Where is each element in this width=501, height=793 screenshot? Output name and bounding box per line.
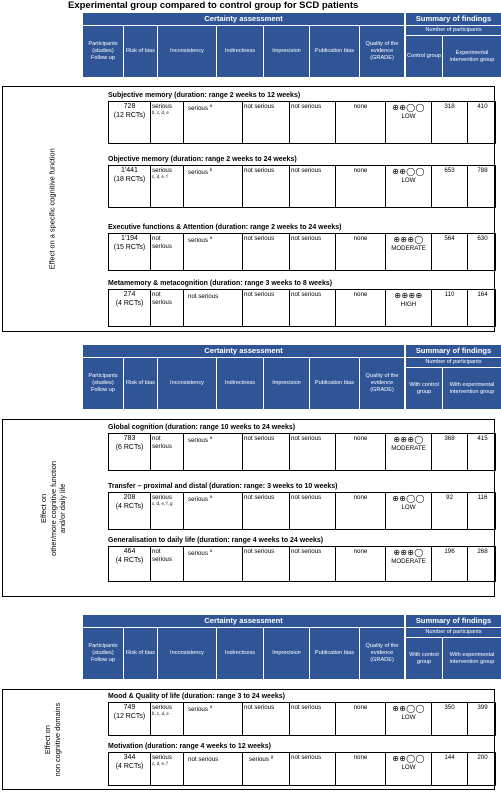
control-group-header: Control group — [406, 36, 442, 77]
indirectness-cell: not serious — [243, 234, 290, 270]
outcome-row — [108, 165, 496, 208]
grade-cell: ⊕⊕⊕◯ MODERATE — [386, 547, 432, 581]
number-of-participants-header: Number of participants — [406, 26, 501, 35]
publication-bias-cell: none — [336, 547, 386, 581]
participants-cell: 1'194 (15 RCTs) — [109, 234, 151, 270]
grade-cell: ⊕⊕⊕◯ MODERATE — [386, 234, 432, 270]
inconsistency-cell: not serious — [184, 753, 243, 785]
inconsistency-cell: serious $^b$ — [184, 166, 243, 207]
imprecision-cell: not serious — [290, 547, 336, 581]
certainty-assessment-header: Certainty assessment — [83, 345, 404, 357]
grade-symbols: ⊕⊕◯◯ — [392, 103, 425, 112]
risk-of-bias-header: Risk of bias — [124, 26, 157, 77]
certainty-assessment-header: Certainty assessment — [83, 615, 404, 627]
quality-of-evidence-header: Quality of the evidence (GRADE) — [360, 26, 404, 77]
grade-cell: ⊕⊕◯◯ LOW — [386, 102, 432, 143]
imprecision-cell: not serious — [290, 493, 336, 529]
outcome-row — [108, 546, 496, 582]
experimental-count-cell: 410 — [477, 103, 488, 110]
imprecision-cell: not serious — [290, 234, 336, 270]
inconsistency-cell: serious $^a$ — [184, 234, 243, 270]
grade-cell: ⊕⊕◯◯ LOW — [386, 166, 432, 207]
summary-of-findings-header: Summary of findings — [406, 13, 501, 25]
control-group-header: With control group — [406, 368, 442, 409]
participants-cell: 783 (6 RCTs) — [109, 434, 151, 470]
participants-cell: 208 (4 RCTs) — [109, 493, 151, 529]
risk-of-bias-cell: serious c, d, e, f, g — [151, 493, 184, 529]
certainty-assessment-header: Certainty assessment — [83, 13, 404, 25]
grade-symbols: ⊕⊕◯◯ — [392, 704, 425, 713]
outcome-row — [108, 492, 496, 530]
grade-cell: ⊕⊕⊕◯ MODERATE — [386, 434, 432, 470]
indirectness-cell: serious $^g$ — [243, 753, 290, 785]
outcome-heading: Objective memory (duration: range 2 weeks to 24 weeks) — [108, 156, 297, 163]
control-count-cell: 92 — [432, 493, 468, 529]
publication-bias-cell: none — [336, 234, 386, 270]
indirectness-cell: not serious — [243, 102, 290, 143]
quality-of-evidence-header: Quality of the evidence (GRADE) — [360, 628, 404, 679]
experimental-group-header: Experimental intervention group — [443, 36, 501, 77]
quality-of-evidence-header: Quality of the evidence (GRADE) — [360, 358, 404, 409]
outcome-row — [108, 233, 496, 271]
inconsistency-cell: serious $^a$ — [184, 434, 243, 470]
imprecision-cell: not serious — [290, 753, 336, 785]
participants-cell: 344 (4 RCTs) — [109, 753, 151, 785]
outcome-heading: Mood & Quality of life (duration: range 3 to 24 weeks) — [108, 693, 285, 700]
grade-symbols: ⊕⊕⊕◯ — [393, 548, 424, 557]
outcome-row — [108, 702, 496, 736]
experimental-count-cell: 116 — [477, 494, 488, 501]
risk-of-bias-cell: serious b, c, d, e — [151, 102, 184, 143]
experimental-group-header: With experimental intervention group — [443, 638, 501, 679]
participants-header: Participants (studies) Follow up — [83, 358, 123, 409]
inconsistency-cell: not serious — [184, 290, 243, 326]
experimental-count-cell: 164 — [477, 291, 488, 298]
experimental-count-cell: 200 — [477, 754, 488, 761]
control-count-cell: 110 — [432, 290, 468, 326]
risk-of-bias-cell: serious c, d, e, f — [151, 166, 184, 207]
publication-bias-cell: none — [336, 166, 386, 207]
imprecision-cell: not serious — [290, 703, 336, 735]
publication-bias-cell: none — [336, 703, 386, 735]
grade-cell: ⊕⊕◯◯ LOW — [386, 703, 432, 735]
participants-cell: 728 (12 RCTs) — [109, 102, 151, 143]
grade-cell: ⊕⊕⊕⊕ HIGH — [386, 290, 432, 326]
grade-symbols: ⊕⊕⊕◯ — [393, 435, 424, 444]
control-group-header: With control group — [406, 638, 442, 679]
indirectness-header: Indirectness — [217, 358, 263, 409]
control-count-cell: 368 — [432, 434, 468, 470]
indirectness-header: Indirectness — [217, 26, 263, 77]
page-title: Experimental group compared to control group for SCD patients — [68, 0, 359, 11]
indirectness-cell: not serious — [243, 290, 290, 326]
indirectness-cell: not serious — [243, 434, 290, 470]
experimental-count-cell: 399 — [477, 704, 488, 711]
control-count-cell: 653 — [432, 166, 468, 207]
participants-header: Participants (studies) Follow up — [83, 628, 123, 679]
experimental-count-cell: 268 — [477, 548, 488, 555]
indirectness-cell: not serious — [243, 703, 290, 735]
grade-symbols: ⊕⊕⊕⊕ — [394, 291, 423, 300]
participants-cell: 749 (12 RCTs) — [109, 703, 151, 735]
outcome-heading: Metamemory & metacognition (duration: range 3 weeks to 8 weeks) — [108, 280, 333, 287]
outcome-heading: Executive functions & Attention (duration: range 2 weeks to 24 weeks) — [108, 224, 342, 231]
publication-bias-cell: none — [336, 290, 386, 326]
risk-of-bias-cell: not serious — [151, 547, 184, 581]
imprecision-header: Imprecision — [264, 628, 309, 679]
outcome-heading: Generalisation to daily life (duration: range 4 weeks to 24 weeks) — [108, 537, 324, 544]
inconsistency-cell: serious $^a$ — [184, 102, 243, 143]
number-of-participants-header: Number of participants — [406, 628, 501, 637]
header-block-1 — [83, 13, 501, 77]
participants-header: Participants (studies) Follow up — [83, 26, 123, 77]
risk-of-bias-cell: not serious — [151, 290, 184, 326]
control-count-cell: 144 — [432, 753, 468, 785]
section-label: Effect on other/more cognitive function and/or daily life — [38, 460, 67, 556]
outcome-row — [108, 752, 496, 786]
outcome-heading: Subjective memory (duration: range 2 weeks to 12 weeks) — [108, 92, 301, 99]
participants-cell: 274 (4 RCTs) — [109, 290, 151, 326]
inconsistency-cell: serious $^a$ — [184, 493, 243, 529]
inconsistency-header: Inconsistency — [158, 628, 216, 679]
risk-of-bias-header: Risk of bias — [124, 358, 157, 409]
outcome-row — [108, 101, 496, 144]
control-count-cell: 318 — [432, 102, 468, 143]
imprecision-cell: not serious — [290, 166, 336, 207]
indirectness-cell: not serious — [243, 166, 290, 207]
experimental-count-cell: 415 — [477, 435, 488, 442]
imprecision-cell: not serious — [290, 102, 336, 143]
participants-cell: 1'441 (18 RCTs) — [109, 166, 151, 207]
section-label: Effect on non cognitive domains — [43, 702, 62, 777]
summary-of-findings-header: Summary of findings — [406, 345, 501, 357]
outcome-heading: Global cognition (duration: range 10 weeks to 24 weeks) — [108, 424, 296, 431]
outcome-heading: Transfer – proximal and distal (duration: range: 3 weeks to 10 weeks) — [108, 483, 338, 490]
publication-bias-cell: none — [336, 753, 386, 785]
number-of-participants-header: Number of participants — [406, 358, 501, 367]
grade-symbols: ⊕⊕◯◯ — [392, 494, 425, 503]
imprecision-cell: not serious — [290, 434, 336, 470]
control-count-cell: 196 — [432, 547, 468, 581]
experimental-group-header: With experimental intervention group — [443, 368, 501, 409]
risk-of-bias-cell: serious c, d, e, f — [151, 753, 184, 785]
risk-of-bias-cell: not serious — [151, 234, 184, 270]
imprecision-header: Imprecision — [264, 358, 309, 409]
grade-symbols: ⊕⊕◯◯ — [392, 754, 425, 763]
publication-bias-header: Publication bias — [310, 26, 359, 77]
risk-of-bias-cell: serious b, c, d, e — [151, 703, 184, 735]
grade-symbols: ⊕⊕⊕◯ — [393, 235, 424, 244]
experimental-count-cell: 630 — [477, 235, 488, 242]
grade-cell: ⊕⊕◯◯ LOW — [386, 493, 432, 529]
imprecision-header: Imprecision — [264, 26, 309, 77]
imprecision-cell: not serious — [290, 290, 336, 326]
risk-of-bias-cell: not serious — [151, 434, 184, 470]
summary-of-findings-header: Summary of findings — [406, 615, 501, 627]
publication-bias-header: Publication bias — [310, 358, 359, 409]
publication-bias-cell: none — [336, 493, 386, 529]
outcome-row — [108, 289, 496, 327]
participants-cell: 464 (4 RCTs) — [109, 547, 151, 581]
experimental-count-cell: 788 — [477, 167, 488, 174]
inconsistency-header: Inconsistency — [158, 26, 216, 77]
section-label: Effect on a specific cognitive function — [48, 148, 58, 270]
publication-bias-cell: none — [336, 102, 386, 143]
outcome-heading: Motivation (duration: range 4 weeks to 12 weeks) — [108, 743, 271, 750]
indirectness-cell: not serious — [243, 493, 290, 529]
publication-bias-cell: none — [336, 434, 386, 470]
control-count-cell: 350 — [432, 703, 468, 735]
grade-cell: ⊕⊕◯◯ LOW — [386, 753, 432, 785]
inconsistency-cell: serious $^a$ — [184, 703, 243, 735]
risk-of-bias-header: Risk of bias — [124, 628, 157, 679]
publication-bias-header: Publication bias — [310, 628, 359, 679]
header-block-3 — [83, 615, 501, 679]
inconsistency-cell: serious $^a$ — [184, 547, 243, 581]
control-count-cell: 564 — [432, 234, 468, 270]
indirectness-header: Indirectness — [217, 628, 263, 679]
header-block-2 — [83, 345, 501, 409]
outcome-row — [108, 433, 496, 471]
grade-symbols: ⊕⊕◯◯ — [392, 167, 425, 176]
indirectness-cell: not serious — [243, 547, 290, 581]
inconsistency-header: Inconsistency — [158, 358, 216, 409]
